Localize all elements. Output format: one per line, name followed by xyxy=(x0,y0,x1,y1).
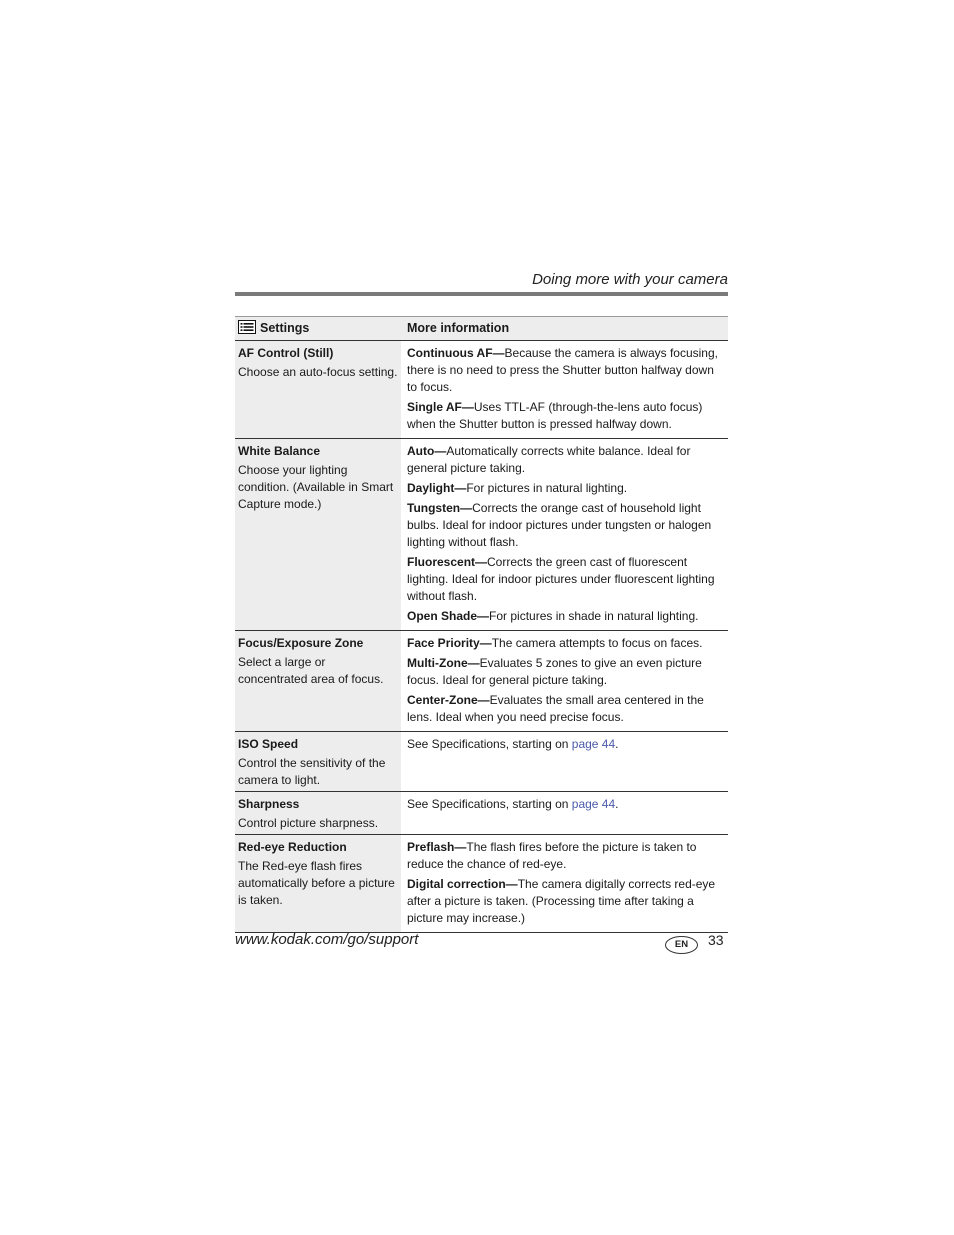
info-term: Continuous AF— xyxy=(407,346,505,360)
table-row xyxy=(235,631,728,732)
info-text: The camera attempts to focus on faces. xyxy=(491,636,703,650)
setting-cell xyxy=(235,835,401,933)
info-text: The flash fires before the picture is taken to reduce the chance of red-eye. xyxy=(407,840,697,871)
table-row xyxy=(235,835,728,933)
table-row xyxy=(235,792,728,835)
setting-name: Focus/Exposure Zone xyxy=(238,636,364,650)
info-text: The camera digitally corrects red-eye after a picture is taken. (Processing time after taking a picture may increase.) xyxy=(407,877,716,925)
info-cell xyxy=(401,631,728,732)
setting-name: ISO Speed xyxy=(238,737,299,751)
info-paragraph xyxy=(407,655,725,689)
info-paragraph xyxy=(407,554,725,605)
column-header-settings xyxy=(235,317,401,341)
table-row xyxy=(235,732,728,792)
info-term: Open Shade— xyxy=(407,609,490,623)
setting-cell xyxy=(235,631,401,732)
setting-description: The Red-eye flash fires automatically before a picture is taken. xyxy=(238,859,395,907)
table-row xyxy=(235,439,728,631)
info-cell xyxy=(401,341,728,439)
info-text: Because the camera is always focusing, there is no need to press the Shutter button halfway down to focus. xyxy=(407,346,718,394)
footer-url[interactable]: www.kodak.com/go/support xyxy=(235,931,419,948)
header-rule xyxy=(235,292,728,296)
info-paragraph xyxy=(407,839,725,873)
setting-description: Select a large or concentrated area of focus. xyxy=(238,655,384,686)
info-paragraph xyxy=(407,876,725,927)
info-term: Center-Zone— xyxy=(407,693,490,707)
table-row xyxy=(235,341,728,439)
info-paragraph xyxy=(407,443,725,477)
info-term: Multi-Zone— xyxy=(407,656,480,670)
info-term: Tungsten— xyxy=(407,501,473,515)
info-paragraph xyxy=(407,345,725,396)
setting-cell xyxy=(235,439,401,631)
info-cell xyxy=(401,732,728,792)
info-text: For pictures in natural lighting. xyxy=(466,481,628,495)
see-specifications xyxy=(407,736,725,753)
info-term: Daylight— xyxy=(407,481,467,495)
info-term: Preflash— xyxy=(407,840,467,854)
info-text: Evaluates the small area centered in the lens. Ideal when you need precise focus. xyxy=(407,693,704,724)
see-end: . xyxy=(615,797,619,811)
setting-description: Choose your lighting condition. (Available in Smart Capture mode.) xyxy=(238,463,394,511)
page-link[interactable]: page 44 xyxy=(571,797,616,811)
setting-name: AF Control (Still) xyxy=(238,346,334,360)
info-text: Corrects the green cast of fluorescent lighting. Ideal for indoor pictures under fluorescent lighting without flash. xyxy=(407,555,715,603)
info-paragraph xyxy=(407,399,725,433)
setting-cell xyxy=(235,792,401,835)
setting-description: Control picture sharpness. xyxy=(238,816,379,830)
info-term: Auto— xyxy=(407,444,447,458)
info-paragraph xyxy=(407,500,725,551)
language-badge: EN xyxy=(665,936,698,954)
setting-cell xyxy=(235,732,401,792)
info-text: Uses TTL-AF (through-the-lens auto focus) when the Shutter button is pressed halfway down. xyxy=(407,400,703,431)
info-paragraph xyxy=(407,692,725,726)
setting-name: Red-eye Reduction xyxy=(238,840,347,854)
info-term: Digital correction— xyxy=(407,877,518,891)
info-paragraph xyxy=(407,635,725,652)
page-header-title: Doing more with your camera xyxy=(532,271,728,288)
see-specifications xyxy=(407,796,725,813)
info-cell xyxy=(401,835,728,933)
info-text: For pictures in shade in natural lighting. xyxy=(489,609,699,623)
info-paragraph xyxy=(407,480,725,497)
page-number: 33 xyxy=(708,932,724,948)
column-header-settings-label: Settings xyxy=(260,321,310,335)
info-cell xyxy=(401,792,728,835)
setting-cell xyxy=(235,341,401,439)
menu-list-icon xyxy=(238,320,256,334)
setting-description: Control the sensitivity of the camera to light. xyxy=(238,756,386,787)
see-text: See Specifications, starting on xyxy=(407,797,572,811)
page-link[interactable]: page 44 xyxy=(571,737,616,751)
see-end: . xyxy=(615,737,619,751)
info-text: Evaluates 5 zones to give an even picture focus. Ideal for general picture taking. xyxy=(407,656,702,687)
info-paragraph xyxy=(407,608,725,625)
info-text: Automatically corrects white balance. Ideal for general picture taking. xyxy=(407,444,691,475)
info-term: Fluorescent— xyxy=(407,555,488,569)
info-term: Single AF— xyxy=(407,400,474,414)
info-cell xyxy=(401,439,728,631)
info-term: Face Priority— xyxy=(407,636,492,650)
setting-name: Sharpness xyxy=(238,797,300,811)
info-text: Corrects the orange cast of household light bulbs. Ideal for indoor pictures under tungsten or halogen lighting without flash. xyxy=(407,501,712,549)
setting-name: White Balance xyxy=(238,444,321,458)
settings-table xyxy=(235,316,728,933)
column-header-more-info: More information xyxy=(401,317,728,341)
see-text: See Specifications, starting on xyxy=(407,737,572,751)
setting-description: Choose an auto-focus setting. xyxy=(238,365,398,379)
